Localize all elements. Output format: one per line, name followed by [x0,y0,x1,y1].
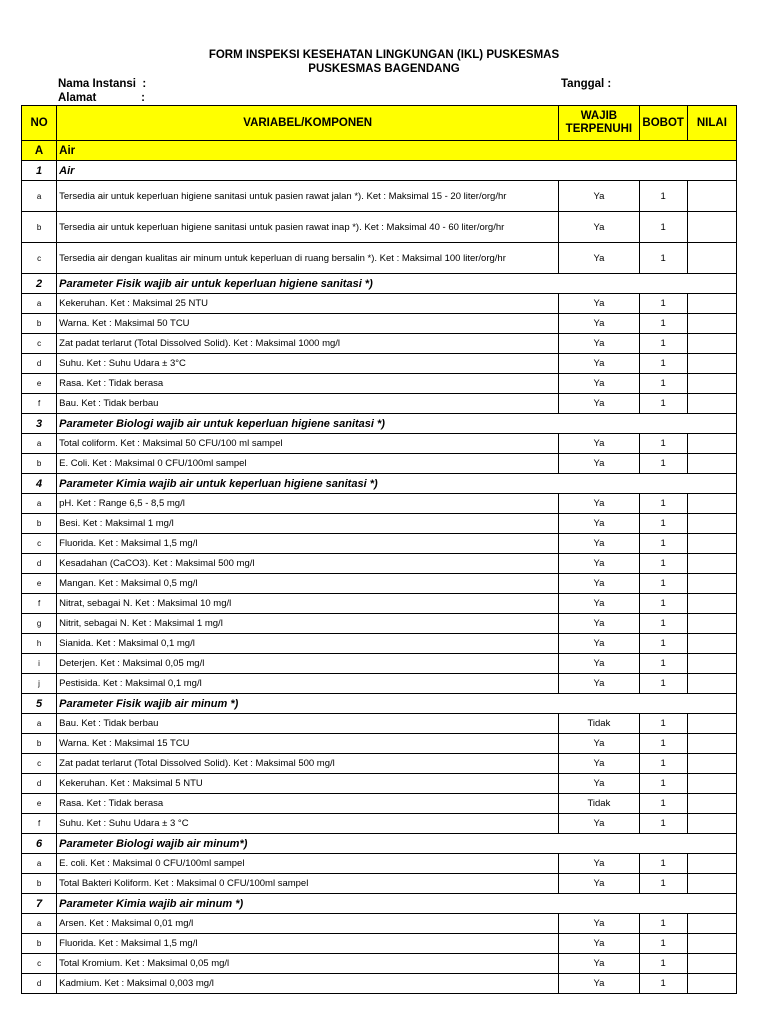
header-wajib-terpenuhi [559,106,639,141]
group-no: 4 [22,474,57,494]
item-letter: c [22,754,57,774]
form-subtitle: PUSKESMAS BAGENDANG [308,63,460,75]
bobot-cell: 1 [639,754,687,774]
bobot-cell: 1 [639,814,687,834]
header-bobot: BOBOT [639,106,687,141]
nilai-cell[interactable] [687,294,736,314]
bobot-cell: 1 [639,314,687,334]
wajib-terpenuhi-cell: Ya [559,243,639,274]
item-description: Arsen. Ket : Maksimal 0,01 mg/l [57,914,559,934]
item-description: Rasa. Ket : Tidak berasa [57,794,559,814]
item-description: Nitrat, sebagai N. Ket : Maksimal 10 mg/l [57,594,559,614]
nilai-cell[interactable] [687,854,736,874]
bobot-cell: 1 [639,554,687,574]
nilai-cell[interactable] [687,874,736,894]
wajib-terpenuhi-cell: Ya [559,854,639,874]
form-title: FORM INSPEKSI KESEHATAN LINGKUNGAN (IKL) PUSKESMAS [208,49,560,61]
table-row [22,454,737,474]
wajib-terpenuhi-cell: Ya [559,554,639,574]
nilai-cell[interactable] [687,594,736,614]
item-letter: b [22,874,57,894]
table-row [22,554,737,574]
item-description: Kekeruhan. Ket : Maksimal 5 NTU [57,774,559,794]
item-description: pH. Ket : Range 6,5 - 8,5 mg/l [57,494,559,514]
group-row [22,414,737,434]
nilai-cell[interactable] [687,514,736,534]
item-description: Total coliform. Ket : Maksimal 50 CFU/100 ml sampel [57,434,559,454]
table-row [22,294,737,314]
bobot-cell: 1 [639,654,687,674]
header-no: NO [22,106,57,141]
nilai-cell[interactable] [687,734,736,754]
bobot-cell: 1 [639,674,687,694]
wajib-terpenuhi-cell: Ya [559,974,639,994]
item-letter: e [22,794,57,814]
group-no: 1 [22,161,57,181]
wajib-terpenuhi-cell: Ya [559,514,639,534]
wajib-terpenuhi-cell: Tidak [559,794,639,814]
tanggal-label: Tanggal : [561,78,612,90]
section-row [22,141,737,161]
wajib-terpenuhi-cell: Tidak [559,714,639,734]
nilai-cell[interactable] [687,954,736,974]
item-description: Warna. Ket : Maksimal 50 TCU [57,314,559,334]
group-no: 7 [22,894,57,914]
item-letter: h [22,634,57,654]
table-row [22,494,737,514]
wajib-terpenuhi-cell: Ya [559,654,639,674]
item-letter: a [22,434,57,454]
group-row [22,694,737,714]
bobot-cell: 1 [639,594,687,614]
wajib-terpenuhi-cell: Ya [559,534,639,554]
bobot-cell: 1 [639,574,687,594]
bobot-cell: 1 [639,294,687,314]
wajib-terpenuhi-cell: Ya [559,394,639,414]
wajib-terpenuhi-cell: Ya [559,314,639,334]
item-description: Bau. Ket : Tidak berbau [57,394,559,414]
bobot-cell: 1 [639,334,687,354]
table-row [22,574,737,594]
item-description: Kadmium. Ket : Maksimal 0,003 mg/l [57,974,559,994]
group-row [22,474,737,494]
table-row [22,974,737,994]
table-row [22,914,737,934]
nilai-cell[interactable] [687,714,736,734]
table-row [22,754,737,774]
item-description: Suhu. Ket : Suhu Udara ± 3°C [57,354,559,374]
item-description: Tersedia air untuk keperluan higiene sanitasi untuk pasien rawat inap *). Ket : Maksimal 40 - 60 liter/org/hr [57,212,559,243]
wajib-terpenuhi-cell: Ya [559,434,639,454]
item-letter: b [22,454,57,474]
wajib-terpenuhi-cell: Ya [559,354,639,374]
table-row [22,354,737,374]
bobot-cell: 1 [639,454,687,474]
table-row [22,181,737,212]
table-row [22,614,737,634]
group-title: Parameter Fisik wajib air minum *) [57,694,737,714]
table-row [22,634,737,654]
item-description: Kekeruhan. Ket : Maksimal 25 NTU [57,294,559,314]
item-description: Total Bakteri Koliform. Ket : Maksimal 0 CFU/100ml sampel [57,874,559,894]
item-description: Mangan. Ket : Maksimal 0,5 mg/l [57,574,559,594]
item-description: E. coli. Ket : Maksimal 0 CFU/100ml sampel [57,854,559,874]
bobot-cell: 1 [639,794,687,814]
nilai-cell[interactable] [687,181,736,212]
table-row [22,794,737,814]
nilai-cell[interactable] [687,374,736,394]
nilai-cell[interactable] [687,574,736,594]
table-row [22,854,737,874]
group-title: Parameter Kimia wajib air minum *) [57,894,737,914]
section-label: Air [57,141,737,161]
wajib-terpenuhi-cell: Ya [559,734,639,754]
nilai-cell[interactable] [687,614,736,634]
bobot-cell: 1 [639,714,687,734]
item-description: Suhu. Ket : Suhu Udara ± 3 °C [57,814,559,834]
bobot-cell: 1 [639,874,687,894]
nilai-cell[interactable] [687,794,736,814]
table-row [22,314,737,334]
wajib-terpenuhi-cell: Ya [559,954,639,974]
item-letter: b [22,514,57,534]
bobot-cell: 1 [639,354,687,374]
item-letter: a [22,294,57,314]
nilai-cell[interactable] [687,674,736,694]
item-letter: c [22,334,57,354]
bobot-cell: 1 [639,634,687,654]
item-description: Fluorida. Ket : Maksimal 1,5 mg/l [57,534,559,554]
nilai-cell[interactable] [687,774,736,794]
nama-instansi-label: Nama Instansi : [58,78,147,90]
nilai-cell[interactable] [687,554,736,574]
table-row [22,334,737,354]
wajib-terpenuhi-cell: Ya [559,614,639,634]
item-letter: b [22,734,57,754]
item-description: Deterjen. Ket : Maksimal 0,05 mg/l [57,654,559,674]
bobot-cell: 1 [639,734,687,754]
bobot-cell: 1 [639,934,687,954]
group-row [22,834,737,854]
item-letter: f [22,594,57,614]
item-letter: c [22,534,57,554]
nilai-cell[interactable] [687,974,736,994]
bobot-cell: 1 [639,514,687,534]
item-letter: a [22,494,57,514]
table-row [22,714,737,734]
table-row [22,243,737,274]
item-description: Rasa. Ket : Tidak berasa [57,374,559,394]
item-description: Tersedia air dengan kualitas air minum untuk keperluan di ruang bersalin *). Ket : Maksimal 100 liter/org/hr [57,243,559,274]
item-description: Kesadahan (CaCO3). Ket : Maksimal 500 mg/l [57,554,559,574]
item-letter: b [22,212,57,243]
table-row [22,814,737,834]
item-letter: g [22,614,57,634]
wajib-terpenuhi-cell: Ya [559,634,639,654]
nilai-cell[interactable] [687,494,736,514]
item-description: Besi. Ket : Maksimal 1 mg/l [57,514,559,534]
item-letter: d [22,354,57,374]
item-letter: b [22,934,57,954]
nilai-cell[interactable] [687,914,736,934]
group-title: Air [57,161,737,181]
group-title: Parameter Fisik wajib air untuk keperluan higiene sanitasi *) [57,274,737,294]
table-row [22,434,737,454]
table-row [22,774,737,794]
wajib-terpenuhi-cell: Ya [559,594,639,614]
header-variabel: VARIABEL/KOMPONEN [57,106,559,141]
nilai-cell[interactable] [687,754,736,774]
wajib-terpenuhi-cell: Ya [559,674,639,694]
wajib-terpenuhi-cell: Ya [559,374,639,394]
bobot-cell: 1 [639,212,687,243]
bobot-cell: 1 [639,614,687,634]
item-description: E. Coli. Ket : Maksimal 0 CFU/100ml sampel [57,454,559,474]
inspection-table [21,105,737,994]
nilai-cell[interactable] [687,334,736,354]
nilai-cell[interactable] [687,243,736,274]
wajib-terpenuhi-cell: Ya [559,212,639,243]
bobot-cell: 1 [639,534,687,554]
nilai-cell[interactable] [687,394,736,414]
wajib-terpenuhi-cell: Ya [559,181,639,212]
item-letter: i [22,654,57,674]
group-title: Parameter Kimia wajib air untuk keperluan higiene sanitasi *) [57,474,737,494]
item-letter: c [22,243,57,274]
wajib-terpenuhi-cell: Ya [559,454,639,474]
table-row [22,394,737,414]
group-no: 6 [22,834,57,854]
item-letter: d [22,554,57,574]
table-header-row [22,106,737,141]
bobot-cell: 1 [639,974,687,994]
table-row [22,874,737,894]
nilai-cell[interactable] [687,534,736,554]
item-letter: j [22,674,57,694]
bobot-cell: 1 [639,181,687,212]
item-description: Pestisida. Ket : Maksimal 0,1 mg/l [57,674,559,694]
bobot-cell: 1 [639,394,687,414]
table-row [22,934,737,954]
wajib-terpenuhi-cell: Ya [559,814,639,834]
wajib-terpenuhi-cell: Ya [559,754,639,774]
group-no: 5 [22,694,57,714]
nilai-cell[interactable] [687,354,736,374]
alamat-label: Alamat : [58,92,145,104]
table-row [22,514,737,534]
wajib-terpenuhi-cell: Ya [559,874,639,894]
nilai-cell[interactable] [687,314,736,334]
item-letter: a [22,854,57,874]
wajib-terpenuhi-cell: Ya [559,574,639,594]
group-no: 3 [22,414,57,434]
group-no: 2 [22,274,57,294]
nilai-cell[interactable] [687,654,736,674]
nilai-cell[interactable] [687,934,736,954]
wajib-terpenuhi-cell: Ya [559,774,639,794]
item-description: Warna. Ket : Maksimal 15 TCU [57,734,559,754]
item-letter: d [22,974,57,994]
item-letter: e [22,374,57,394]
nilai-cell[interactable] [687,212,736,243]
table-row [22,674,737,694]
item-description: Bau. Ket : Tidak berbau [57,714,559,734]
group-row [22,161,737,181]
item-letter: a [22,914,57,934]
item-description: Nitrit, sebagai N. Ket : Maksimal 1 mg/l [57,614,559,634]
header-wajib-line2: TERPENUHI [565,123,633,135]
group-title: Parameter Biologi wajib air untuk keperluan higiene sanitasi *) [57,414,737,434]
item-description: Sianida. Ket : Maksimal 0,1 mg/l [57,634,559,654]
item-description: Zat padat terlarut (Total Dissolved Solid). Ket : Maksimal 500 mg/l [57,754,559,774]
bobot-cell: 1 [639,954,687,974]
wajib-terpenuhi-cell: Ya [559,334,639,354]
bobot-cell: 1 [639,434,687,454]
item-letter: e [22,574,57,594]
nilai-cell[interactable] [687,434,736,454]
wajib-terpenuhi-cell: Ya [559,494,639,514]
nilai-cell[interactable] [687,454,736,474]
wajib-terpenuhi-cell: Ya [559,914,639,934]
group-title: Parameter Biologi wajib air minum*) [57,834,737,854]
item-letter: d [22,774,57,794]
table-row [22,374,737,394]
item-letter: f [22,394,57,414]
bobot-cell: 1 [639,914,687,934]
table-row [22,654,737,674]
table-row [22,534,737,554]
group-row [22,894,737,914]
item-letter: a [22,714,57,734]
bobot-cell: 1 [639,494,687,514]
item-letter: f [22,814,57,834]
bobot-cell: 1 [639,854,687,874]
nilai-cell[interactable] [687,634,736,654]
item-letter: a [22,181,57,212]
wajib-terpenuhi-cell: Ya [559,934,639,954]
table-row [22,212,737,243]
item-description: Tersedia air untuk keperluan higiene sanitasi untuk pasien rawat jalan *). Ket : Maksimal 15 - 20 liter/org/hr [57,181,559,212]
bobot-cell: 1 [639,374,687,394]
item-description: Zat padat terlarut (Total Dissolved Solid). Ket : Maksimal 1000 mg/l [57,334,559,354]
bobot-cell: 1 [639,774,687,794]
item-description: Total Kromium. Ket : Maksimal 0,05 mg/l [57,954,559,974]
section-no: A [22,141,57,161]
header-wajib-line1: WAJIB [580,110,618,122]
wajib-terpenuhi-cell: Ya [559,294,639,314]
table-row [22,594,737,614]
header-nilai: NILAI [687,106,736,141]
item-letter: c [22,954,57,974]
table-row [22,734,737,754]
item-description: Fluorida. Ket : Maksimal 1,5 mg/l [57,934,559,954]
item-letter: b [22,314,57,334]
table-row [22,954,737,974]
bobot-cell: 1 [639,243,687,274]
nilai-cell[interactable] [687,814,736,834]
group-row [22,274,737,294]
